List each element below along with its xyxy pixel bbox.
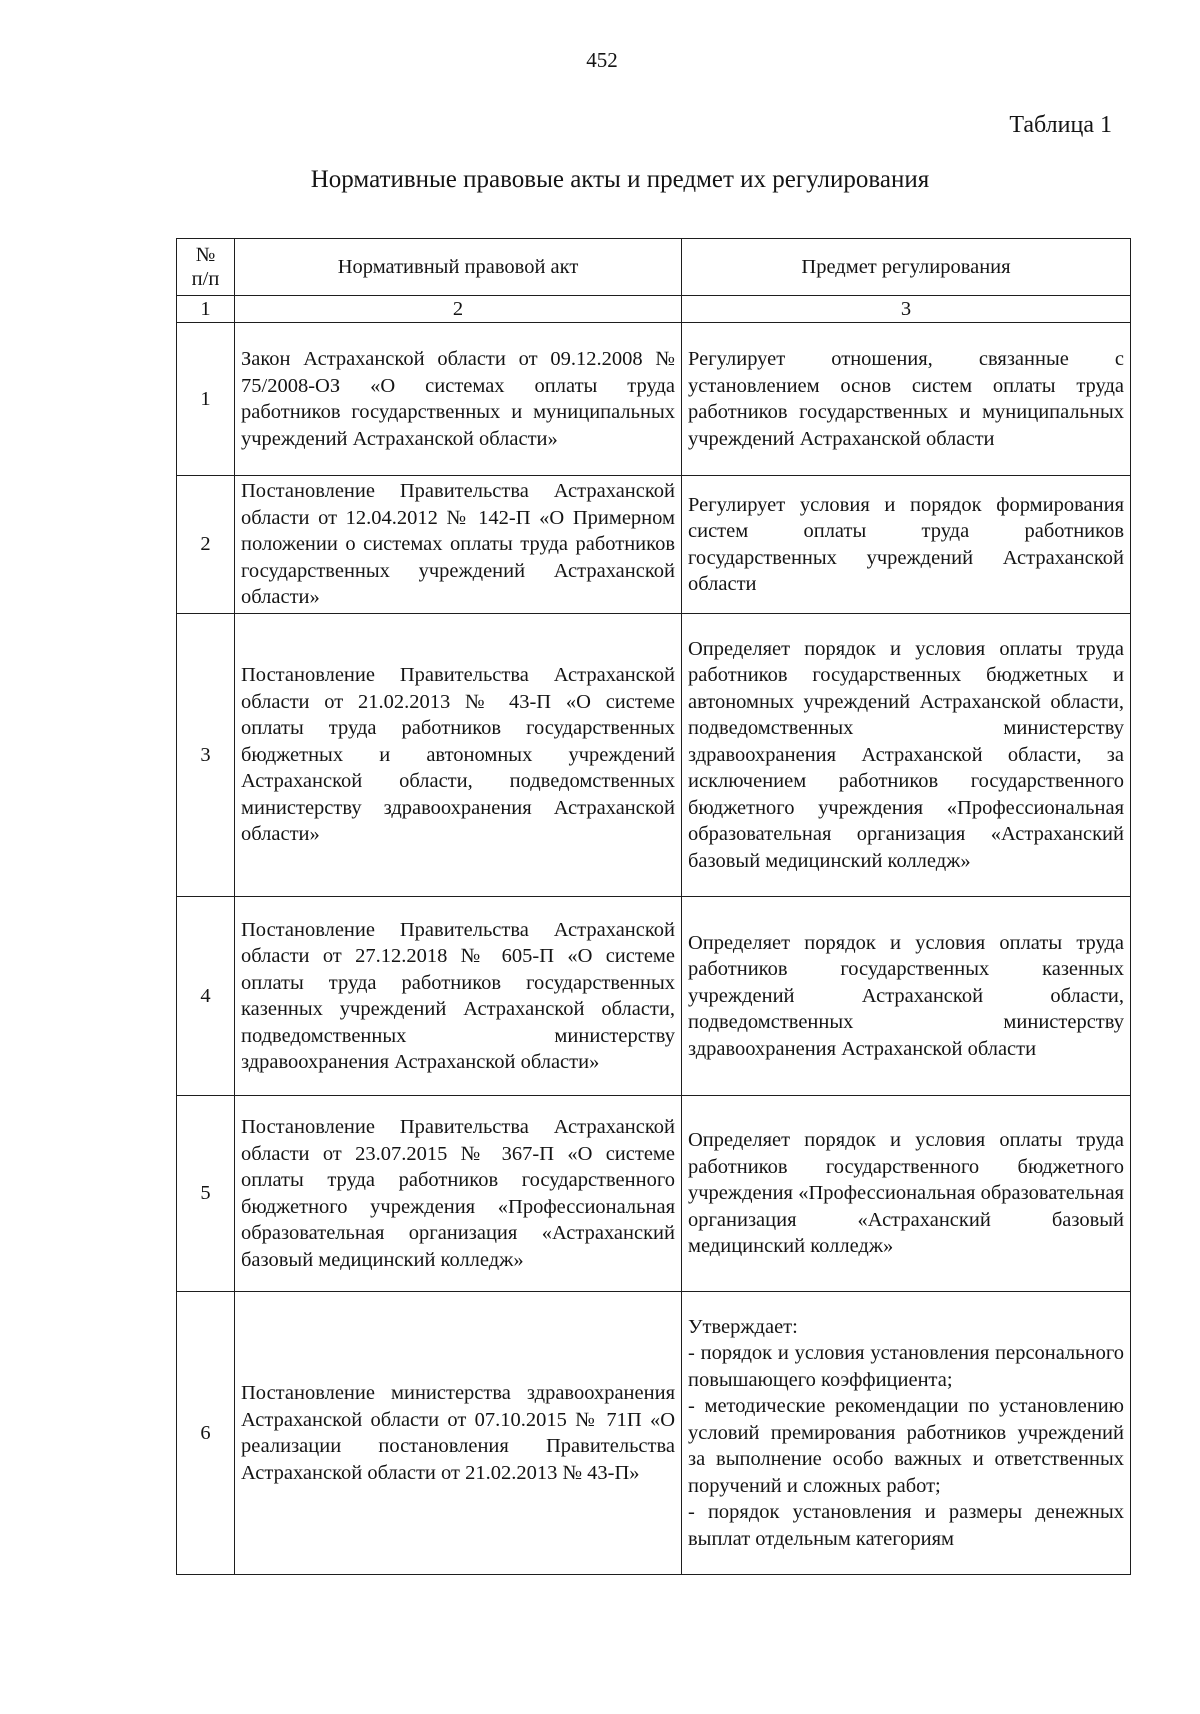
- row-act: Постановление министерства здравоохранения Астраханской области от 07.10.2015 № 71П «О реализации постановления Правительства Астраханской области от 21.02.2013 № 43-П»: [235, 1292, 682, 1575]
- column-number: 3: [682, 296, 1131, 323]
- table-row: [177, 897, 1131, 1096]
- document-title: Нормативные правовые акты и предмет их регулирования: [310, 166, 930, 193]
- table-label: Таблица 1: [1009, 112, 1112, 138]
- table-row: [177, 614, 1131, 897]
- column-number-row: [177, 296, 1131, 323]
- row-act: Постановление Правительства Астраханской области от 27.12.2018 № 605-П «О системе оплаты труда работников государственных казенных учреждений Астраханской области, подведомственных министерству здравоохранения Астраханской области»: [235, 897, 682, 1096]
- row-number: 5: [177, 1096, 235, 1292]
- row-act: Постановление Правительства Астраханской области от 21.02.2013 № 43-П «О системе оплаты труда работников государственных бюджетных и автономных учреждений Астраханской области, подведомственных министерству здравоохранения Астраханской области»: [235, 614, 682, 897]
- row-act: Постановление Правительства Астраханской области от 12.04.2012 № 142-П «О Примерном положении о системах оплаты труда работников государственных учреждений Астраханской области»: [235, 476, 682, 614]
- row-subject: Определяет порядок и условия оплаты труда работников государственных казенных учреждений Астраханской области, подведомственных министерству здравоохранения Астраханской области: [682, 897, 1131, 1096]
- column-number: 1: [177, 296, 235, 323]
- row-number: 6: [177, 1292, 235, 1575]
- row-number: 4: [177, 897, 235, 1096]
- row-subject: Определяет порядок и условия оплаты труда работников государственных бюджетных и автономных учреждений Астраханской области, подведомственных министерству здравоохранения Астраханской области, за исключением работников государственного бюджетного учреждения «Профессиональная образовательная организация «Астраханский базовый медицинский колледж»: [682, 614, 1131, 897]
- row-number: 1: [177, 323, 235, 476]
- table-row: [177, 476, 1131, 614]
- row-number: 3: [177, 614, 235, 897]
- row-act: Постановление Правительства Астраханской области от 23.07.2015 № 367-П «О системе оплаты труда работников государственного бюджетного учреждения «Профессиональная образовательная организация «Астраханский базовый медицинский колледж»: [235, 1096, 682, 1292]
- table-row: [177, 1292, 1131, 1575]
- header-number: № п/п: [177, 239, 235, 296]
- row-subject: Регулирует отношения, связанные с установлением основ систем оплаты труда работников государственных и муниципальных учреждений Астраханской области: [682, 323, 1131, 476]
- row-subject: Регулирует условия и порядок формирования систем оплаты труда работников государственных учреждений Астраханской области: [682, 476, 1131, 614]
- row-number: 2: [177, 476, 235, 614]
- column-number: 2: [235, 296, 682, 323]
- row-subject: Утверждает: - порядок и условия установления персонального повышающего коэффициента; - методические рекомендации по установлению условий премирования работников учреждений за выполнение особо важных и ответственных поручений и сложных работ; - порядок установления и размеры денежных выплат отдельным категориям: [682, 1292, 1131, 1575]
- row-subject: Определяет порядок и условия оплаты труда работников государственного бюджетного учреждения «Профессиональная образовательная организация «Астраханский базовый медицинский колледж»: [682, 1096, 1131, 1292]
- legal-acts-table: [176, 238, 1131, 1575]
- header-subject: Предмет регулирования: [682, 239, 1131, 296]
- page-number: 452: [586, 48, 618, 72]
- table-header-row: [177, 239, 1131, 296]
- table-row: [177, 1096, 1131, 1292]
- table-row: [177, 323, 1131, 476]
- header-act: Нормативный правовой акт: [235, 239, 682, 296]
- row-act: Закон Астраханской области от 09.12.2008 № 75/2008-ОЗ «О системах оплаты труда работников государственных и муниципальных учреждений Астраханской области»: [235, 323, 682, 476]
